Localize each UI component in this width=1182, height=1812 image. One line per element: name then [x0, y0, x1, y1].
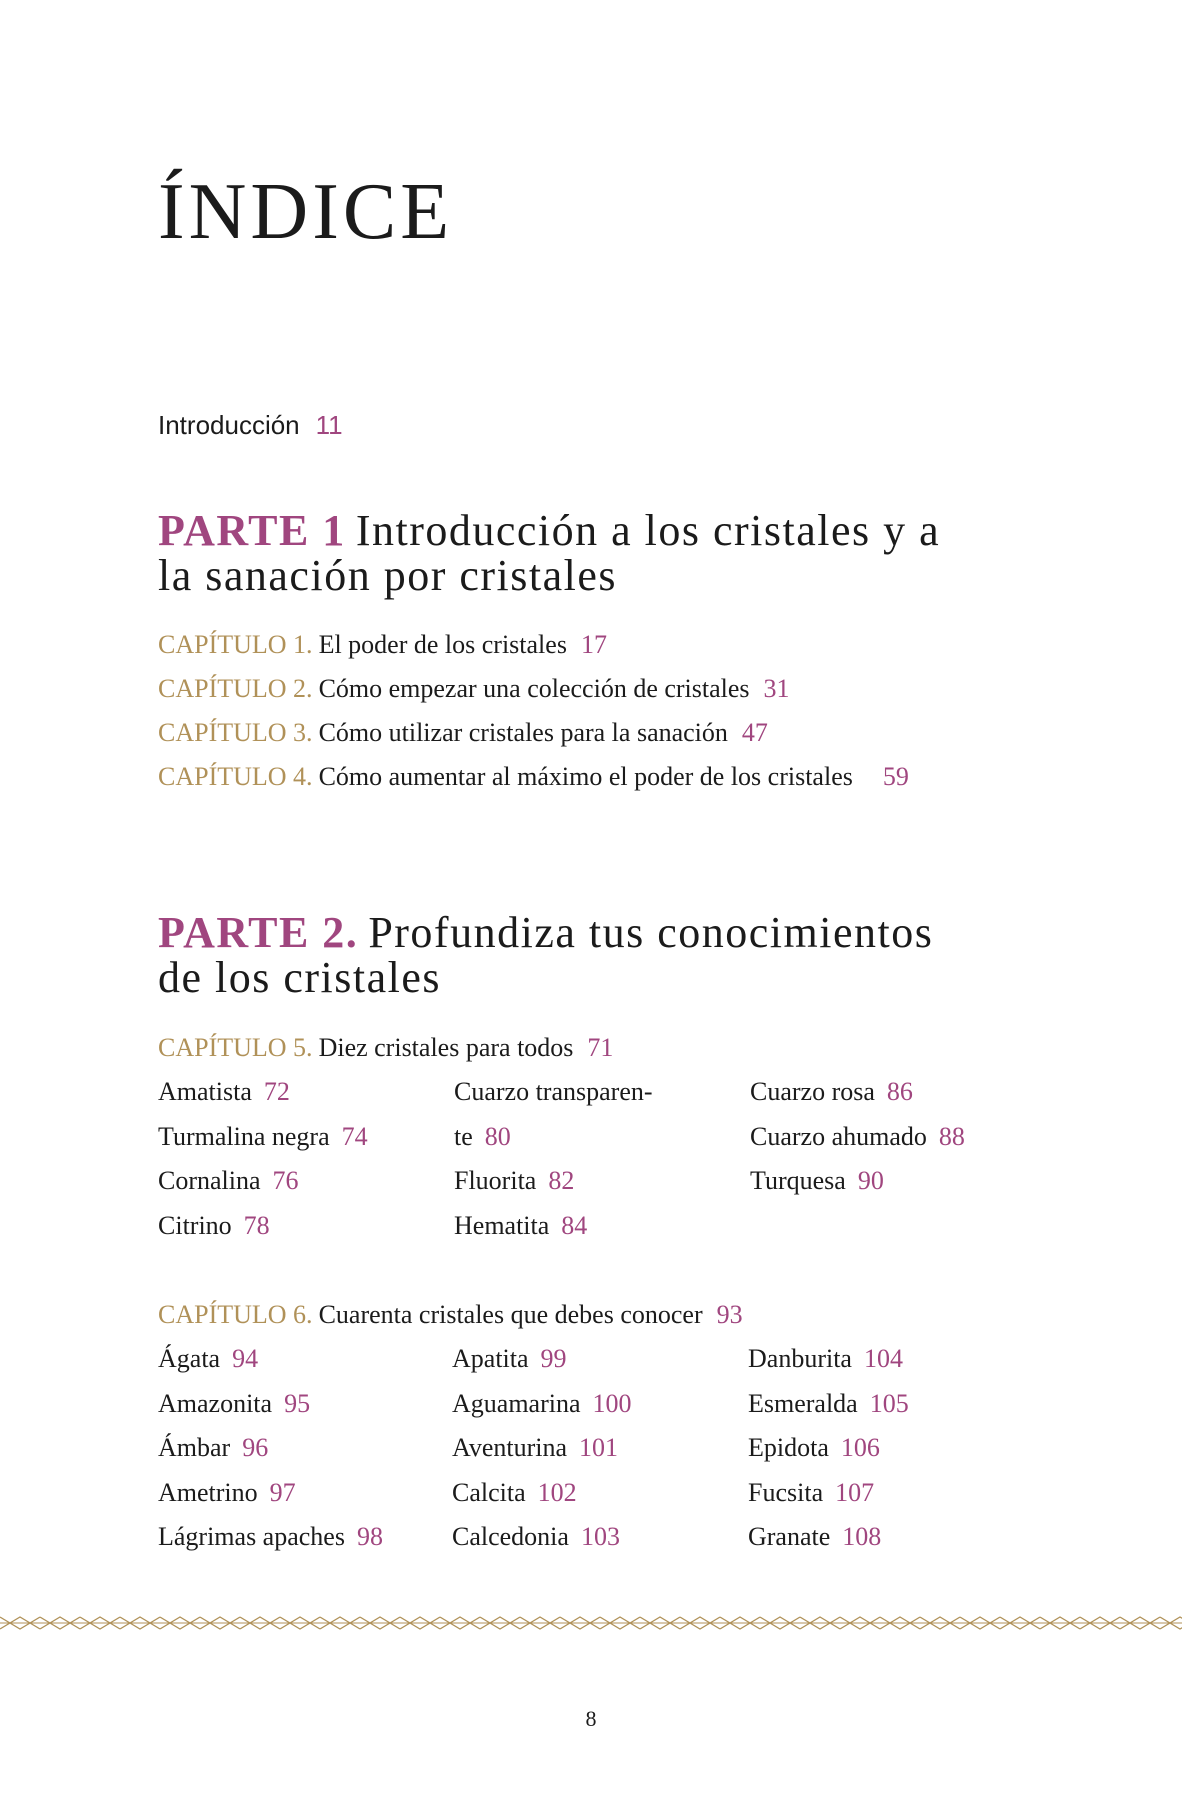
crystal-entry[interactable]	[750, 1166, 884, 1196]
crystal-page-number: 99	[540, 1344, 567, 1373]
crystal-entry[interactable]	[750, 1122, 965, 1152]
chapter-page-number: 71	[587, 1033, 614, 1062]
crystal-name: Apatita	[452, 1344, 529, 1373]
crystal-page-number: 95	[284, 1389, 311, 1418]
crystal-name: Cornalina	[158, 1166, 261, 1195]
crystal-entry[interactable]	[158, 1433, 268, 1463]
crystal-entry[interactable]	[748, 1389, 909, 1419]
crystal-entry[interactable]	[452, 1344, 567, 1374]
crystal-name: Calcita	[452, 1478, 526, 1507]
crystal-entry[interactable]	[158, 1211, 270, 1241]
crystal-name: Aguamarina	[452, 1389, 581, 1418]
crystal-name: Fluorita	[454, 1166, 537, 1195]
crystal-entry[interactable]	[158, 1166, 299, 1196]
chapter-title: El poder de los cristales	[318, 630, 567, 659]
crystal-page-number: 86	[886, 1077, 913, 1106]
crystal-page-number: 102	[537, 1478, 577, 1507]
chapter-label: CAPÍTULO 1.	[158, 630, 313, 659]
crystal-name: Fucsita	[748, 1478, 824, 1507]
zigzag-border-icon	[0, 1611, 1182, 1635]
crystal-entry[interactable]	[158, 1344, 258, 1374]
crystal-page-number: 97	[269, 1478, 296, 1507]
crystal-entry[interactable]	[158, 1389, 310, 1419]
crystal-entry[interactable]	[158, 1077, 290, 1107]
crystal-name: Esmeralda	[748, 1389, 858, 1418]
chapter-label: CAPÍTULO 3.	[158, 718, 313, 747]
chapter-title: Cómo aumentar al máximo el poder de los cristales	[318, 762, 853, 791]
part2-label: PARTE 2.	[158, 908, 359, 957]
crystal-page-number: 72	[263, 1077, 290, 1106]
crystal-page-number: 96	[242, 1433, 269, 1462]
intro-page-number: 11	[315, 410, 343, 440]
crystal-entry[interactable]	[452, 1478, 577, 1508]
crystal-entry[interactable]	[748, 1433, 880, 1463]
chapter-title: Cuarenta cristales que debes conocer	[318, 1300, 703, 1329]
crystal-entry[interactable]	[454, 1166, 574, 1196]
intro-label: Introducción	[158, 410, 300, 440]
crystal-page-number: 108	[842, 1522, 882, 1551]
crystal-entry[interactable]	[454, 1122, 511, 1152]
crystal-entry[interactable]	[452, 1433, 618, 1463]
crystal-page-number: 98	[356, 1522, 383, 1551]
crystal-entry[interactable]	[454, 1077, 653, 1107]
crystal-page-number: 104	[863, 1344, 903, 1373]
crystal-entry[interactable]	[452, 1389, 632, 1419]
crystal-name: Cuarzo rosa	[750, 1077, 875, 1106]
crystal-entry[interactable]	[158, 1122, 368, 1152]
chapter-label: CAPÍTULO 4.	[158, 762, 313, 791]
crystal-entry[interactable]	[158, 1478, 296, 1508]
crystal-name: Turquesa	[750, 1166, 846, 1195]
chapter-page-number: 59	[882, 762, 909, 791]
crystal-name: Danburita	[748, 1344, 852, 1373]
part1-title-line2: la sanación por cristales	[158, 551, 618, 600]
crystal-page-number: 84	[561, 1211, 588, 1240]
crystal-page-number: 74	[341, 1122, 368, 1151]
chapter-label: CAPÍTULO 2.	[158, 674, 313, 703]
chapter-title: Diez cristales para todos	[318, 1033, 574, 1062]
crystal-page-number: 78	[243, 1211, 270, 1240]
crystal-name: Epidota	[748, 1433, 829, 1462]
crystal-page-number: 100	[592, 1389, 632, 1418]
part1-label: PARTE 1	[158, 506, 346, 555]
chapter-4-entry[interactable]	[158, 762, 909, 792]
crystal-name: Calcedonia	[452, 1522, 569, 1551]
crystal-entry[interactable]	[748, 1478, 874, 1508]
crystal-name: Cuarzo transparen-	[454, 1077, 653, 1106]
part2-title-line1: Profundiza tus conocimientos	[368, 908, 934, 957]
chapter-1-entry[interactable]	[158, 630, 607, 660]
chapter-6-entry[interactable]	[158, 1300, 743, 1330]
crystal-name: Amatista	[158, 1077, 252, 1106]
crystal-page-number: 105	[869, 1389, 909, 1418]
part2-title-line2: de los cristales	[158, 953, 442, 1002]
chapter-label: CAPÍTULO 6.	[158, 1300, 313, 1329]
crystal-page-number: 101	[579, 1433, 619, 1462]
part1-heading	[158, 508, 1058, 598]
chapter-label: CAPÍTULO 5.	[158, 1033, 313, 1062]
crystal-name: Aventurina	[452, 1433, 568, 1462]
crystal-name: Ámbar	[158, 1433, 231, 1462]
crystal-entry[interactable]	[748, 1522, 881, 1552]
chapter-title: Cómo utilizar cristales para la sanación	[318, 718, 728, 747]
crystal-name: Cuarzo ahumado	[750, 1122, 927, 1151]
chapter-page-number: 17	[580, 630, 607, 659]
crystal-name: Turmalina negra	[158, 1122, 330, 1151]
crystal-page-number: 94	[232, 1344, 259, 1373]
crystal-page-number: 90	[857, 1166, 884, 1195]
crystal-name: Hematita	[454, 1211, 550, 1240]
chapter-3-entry[interactable]	[158, 718, 768, 748]
crystal-page-number: 107	[835, 1478, 875, 1507]
crystal-name: Citrino	[158, 1211, 232, 1240]
part2-heading	[158, 910, 1058, 1000]
crystal-name: Ametrino	[158, 1478, 258, 1507]
crystal-page-number: 103	[580, 1522, 620, 1551]
chapter-5-entry[interactable]	[158, 1033, 613, 1063]
chapter-page-number: 47	[741, 718, 768, 747]
crystal-page-number: 88	[938, 1122, 965, 1151]
crystal-entry[interactable]	[750, 1077, 913, 1107]
crystal-entry[interactable]	[158, 1522, 383, 1552]
crystal-entry[interactable]	[748, 1344, 903, 1374]
intro-entry[interactable]	[158, 410, 343, 441]
crystal-name: Lágrimas apaches	[158, 1522, 345, 1551]
crystal-page-number: 106	[840, 1433, 880, 1462]
chapter-2-entry[interactable]	[158, 674, 790, 704]
crystal-entry[interactable]	[454, 1211, 587, 1241]
crystal-page-number: 76	[272, 1166, 299, 1195]
page-title: ÍNDICE	[158, 168, 454, 256]
crystal-name: Ágata	[158, 1344, 221, 1373]
crystal-name: Amazonita	[158, 1389, 273, 1418]
page-number: 8	[585, 1706, 597, 1731]
crystal-page-number: 80	[484, 1122, 511, 1151]
part1-title-line1: Introducción a los cristales y a	[355, 506, 941, 555]
crystal-name: Granate	[748, 1522, 831, 1551]
crystal-entry[interactable]	[452, 1522, 620, 1552]
chapter-title: Cómo empezar una colección de cristales	[318, 674, 750, 703]
chapter-page-number: 93	[716, 1300, 743, 1329]
crystal-name: te	[454, 1122, 473, 1151]
chapter-page-number: 31	[763, 674, 790, 703]
crystal-page-number: 82	[548, 1166, 575, 1195]
